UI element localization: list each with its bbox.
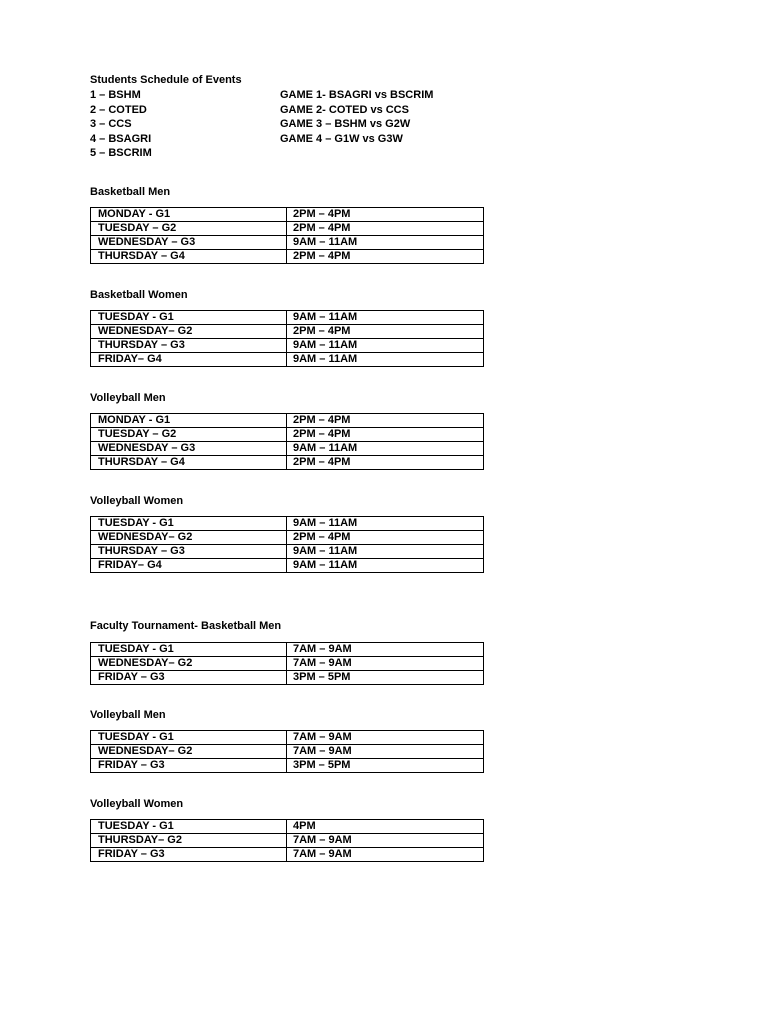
time-cell: 2PM – 4PM [287, 208, 484, 222]
game-list [280, 88, 433, 146]
time-cell: 7AM – 9AM [287, 848, 484, 862]
time-cell: 2PM – 4PM [287, 325, 484, 339]
time-cell: 2PM – 4PM [287, 250, 484, 264]
time-cell: 9AM – 11AM [287, 517, 484, 531]
day-cell: WEDNESDAY– G2 [91, 531, 287, 545]
section-heading: Basketball Women [90, 289, 188, 301]
table-row [91, 531, 484, 545]
table-row [91, 208, 484, 222]
day-cell: WEDNESDAY– G2 [91, 657, 287, 671]
team-item: 3 – CCS [90, 118, 132, 131]
team-item: 5 – BSCRIM [90, 147, 152, 160]
time-cell: 7AM – 9AM [287, 731, 484, 745]
time-cell: 2PM – 4PM [287, 456, 484, 470]
day-cell: FRIDAY – G3 [91, 848, 287, 862]
day-cell: TUESDAY - G1 [91, 643, 287, 657]
table-row [91, 456, 484, 470]
section-heading: Faculty Tournament- Basketball Men [90, 620, 282, 632]
time-cell: 9AM – 11AM [287, 311, 484, 325]
team-item: 4 – BSAGRI [90, 132, 152, 145]
game-item: GAME 2- COTED vs CCS [280, 103, 409, 116]
day-cell: TUESDAY – G2 [91, 428, 287, 442]
section-heading: Volleyball Men [90, 392, 166, 404]
day-cell: THURSDAY – G3 [91, 545, 287, 559]
table-row [91, 414, 484, 428]
day-cell: THURSDAY– G2 [91, 834, 287, 848]
schedule-table [90, 819, 484, 862]
time-cell: 4PM [287, 820, 484, 834]
team-item: 2 – COTED [90, 103, 147, 116]
day-cell: FRIDAY– G4 [91, 353, 287, 367]
game-item: GAME 1- BSAGRI vs BSCRIM [280, 89, 434, 101]
day-cell: TUESDAY - G1 [91, 731, 287, 745]
day-cell: TUESDAY – G2 [91, 222, 287, 236]
schedule-table [90, 516, 484, 573]
time-cell: 9AM – 11AM [287, 353, 484, 367]
time-cell: 2PM – 4PM [287, 222, 484, 236]
table-row [91, 848, 484, 862]
game-item: GAME 3 – BSHM vs G2W [280, 118, 411, 131]
day-cell: THURSDAY – G4 [91, 456, 287, 470]
time-cell: 9AM – 11AM [287, 442, 484, 456]
table-row [91, 671, 484, 685]
team-list [90, 88, 152, 161]
time-cell: 9AM – 11AM [287, 545, 484, 559]
day-cell: MONDAY - G1 [91, 414, 287, 428]
table-row [91, 657, 484, 671]
schedule-table [90, 310, 484, 367]
schedule-table [90, 207, 484, 264]
time-cell: 7AM – 9AM [287, 745, 484, 759]
table-row [91, 517, 484, 531]
day-cell: TUESDAY - G1 [91, 311, 287, 325]
time-cell: 3PM – 5PM [287, 759, 484, 773]
schedule-table [90, 642, 484, 685]
table-row [91, 442, 484, 456]
table-row [91, 834, 484, 848]
day-cell: MONDAY - G1 [91, 208, 287, 222]
day-cell: FRIDAY – G3 [91, 759, 287, 773]
table-row [91, 222, 484, 236]
table-row [91, 325, 484, 339]
team-item: 1 – BSHM [90, 89, 141, 101]
table-row [91, 643, 484, 657]
table-row [91, 759, 484, 773]
table-row [91, 731, 484, 745]
day-cell: FRIDAY – G3 [91, 671, 287, 685]
day-cell: TUESDAY - G1 [91, 517, 287, 531]
table-row [91, 745, 484, 759]
time-cell: 9AM – 11AM [287, 236, 484, 250]
schedule-table [90, 730, 484, 773]
section-heading: Volleyball Men [90, 709, 166, 721]
day-cell: THURSDAY – G4 [91, 250, 287, 264]
table-row [91, 428, 484, 442]
time-cell: 2PM – 4PM [287, 428, 484, 442]
table-row [91, 311, 484, 325]
table-row [91, 236, 484, 250]
day-cell: WEDNESDAY – G3 [91, 442, 287, 456]
table-row [91, 820, 484, 834]
time-cell: 9AM – 11AM [287, 559, 484, 573]
schedule-table [90, 413, 484, 470]
section-heading: Basketball Men [90, 186, 171, 198]
time-cell: 2PM – 4PM [287, 531, 484, 545]
table-row [91, 559, 484, 573]
table-row [91, 339, 484, 353]
table-row [91, 250, 484, 264]
time-cell: 9AM – 11AM [287, 339, 484, 353]
time-cell: 7AM – 9AM [287, 643, 484, 657]
day-cell: WEDNESDAY – G3 [91, 236, 287, 250]
table-row [91, 353, 484, 367]
day-cell: WEDNESDAY– G2 [91, 325, 287, 339]
day-cell: FRIDAY– G4 [91, 559, 287, 573]
time-cell: 7AM – 9AM [287, 834, 484, 848]
time-cell: 2PM – 4PM [287, 414, 484, 428]
day-cell: TUESDAY - G1 [91, 820, 287, 834]
table-row [91, 545, 484, 559]
game-item: GAME 4 – G1W vs G3W [280, 132, 403, 145]
section-heading: Volleyball Women [90, 495, 184, 507]
day-cell: THURSDAY – G3 [91, 339, 287, 353]
section-heading: Volleyball Women [90, 798, 184, 810]
day-cell: WEDNESDAY– G2 [91, 745, 287, 759]
time-cell: 7AM – 9AM [287, 657, 484, 671]
time-cell: 3PM – 5PM [287, 671, 484, 685]
document-title: Students Schedule of Events [90, 74, 242, 86]
